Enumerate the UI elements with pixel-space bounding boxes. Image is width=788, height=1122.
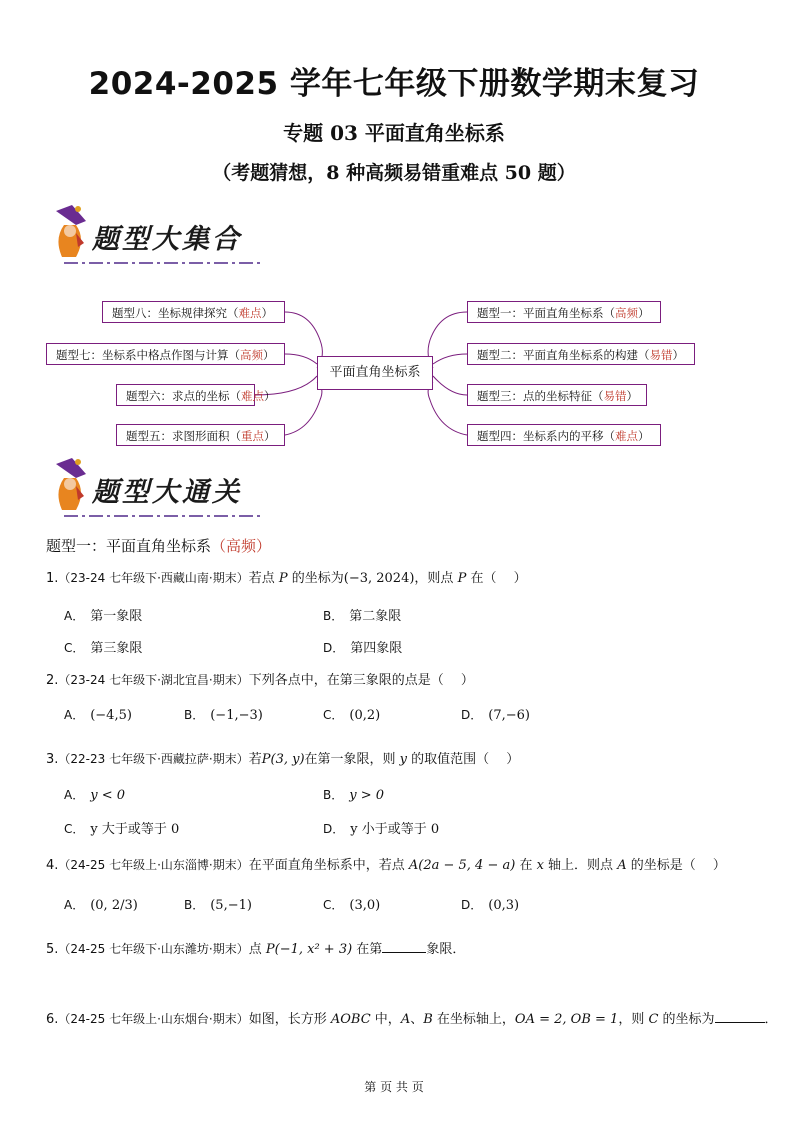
q4-option-a[interactable]: A． (0, 2/3) [64,898,138,913]
mindmap-item-type8: 题型八：坐标规律探究（难点） [102,301,285,323]
mindmap-item-type4: 题型四：坐标系内的平移（难点） [467,424,661,446]
mindmap-item-type6: 题型六：求点的坐标（难点） [116,384,255,406]
q6-answer-blank[interactable] [715,1010,765,1023]
mindmap-item-type2: 题型二：平面直角坐标系的构建（易错） [467,343,695,365]
page-footer: 第 页 共 页 [364,1080,424,1094]
section-heading: 题型一：平面直角坐标系（高频） [46,537,272,555]
q4-option-b[interactable]: B． (5,−1) [184,898,252,913]
mindmap-center: 平面直角坐标系 [317,356,433,390]
banner-collection-text: 题型大集合 [92,224,242,255]
banner-practice [42,456,272,522]
q3-option-c[interactable]: C． y 大于或等于 0 [64,822,180,837]
banner-practice-text: 题型大通关 [92,477,242,508]
q1-option-c[interactable]: C． 第三象限 [64,641,143,656]
q2-option-a[interactable]: A． (−4,5) [64,708,132,723]
q2-option-c[interactable]: C． (0,2) [323,708,381,723]
question-2: 2.（23-24 七年级下·湖北宜昌·期末）下列各点中，在第三象限的点是（ ） [46,673,474,688]
q2-option-b[interactable]: B． (−1,−3) [184,708,263,723]
question-4: 4.（24-25 七年级上·山东淄博·期末）在平面直角坐标系中，若点 A(2a − 5, 4 − a) 在 x 轴上．则点 A 的坐标是（ ） [46,858,726,873]
q1-option-b[interactable]: B． 第二象限 [323,609,402,624]
q5-answer-blank[interactable] [382,940,426,953]
q3-option-a[interactable]: A． y < 0 [64,788,125,803]
question-3: 3.（22-23 七年级下·西藏拉萨·期末）若P(3, y)在第一象限，则 y 的取值范围（ ） [46,752,520,767]
q1-option-d[interactable]: D． 第四象限 [323,641,403,656]
q3-option-d[interactable]: D． y 小于或等于 0 [323,822,440,837]
q4-option-c[interactable]: C． (3,0) [323,898,381,913]
mindmap-item-type5: 题型五：求图形面积（重点） [116,424,285,446]
question-5: 5.（24-25 七年级下·山东潍坊·期末）点 P(−1, x² + 3) 在第 象限． [46,942,466,957]
question-6: 6.（24-25 七年级上·山东烟台·期末）如图，长方形 AOBC 中，A、B 在坐标轴上，OA = 2, OB = 1，则 C 的坐标为 ． [46,1012,778,1027]
topic-description: （考题猜想，8 种高频易错重难点 50 题） [212,162,576,184]
banner-collection [42,203,272,269]
q4-option-d[interactable]: D． (0,3) [461,898,520,913]
question-1: 1.（23-24 七年级下·西藏山南·期末）若点 P 的坐标为(−3, 2024)，则点 P 在（ ） [46,571,527,586]
q3-option-b[interactable]: B． y > 0 [323,788,385,803]
q2-option-d[interactable]: D． (7,−6) [461,708,530,723]
mindmap-item-type1: 题型一：平面直角坐标系（高频） [467,301,661,323]
topic-subtitle: 专题 03 平面直角坐标系 [283,121,505,145]
mindmap-item-type3: 题型三：点的坐标特征（易错） [467,384,647,406]
document-title: 2024-2025 学年七年级下册数学期末复习 [88,66,700,102]
q1-option-a[interactable]: A． 第一象限 [64,609,143,624]
mindmap-item-type7: 题型七：坐标系中格点作图与计算（高频） [46,343,285,365]
